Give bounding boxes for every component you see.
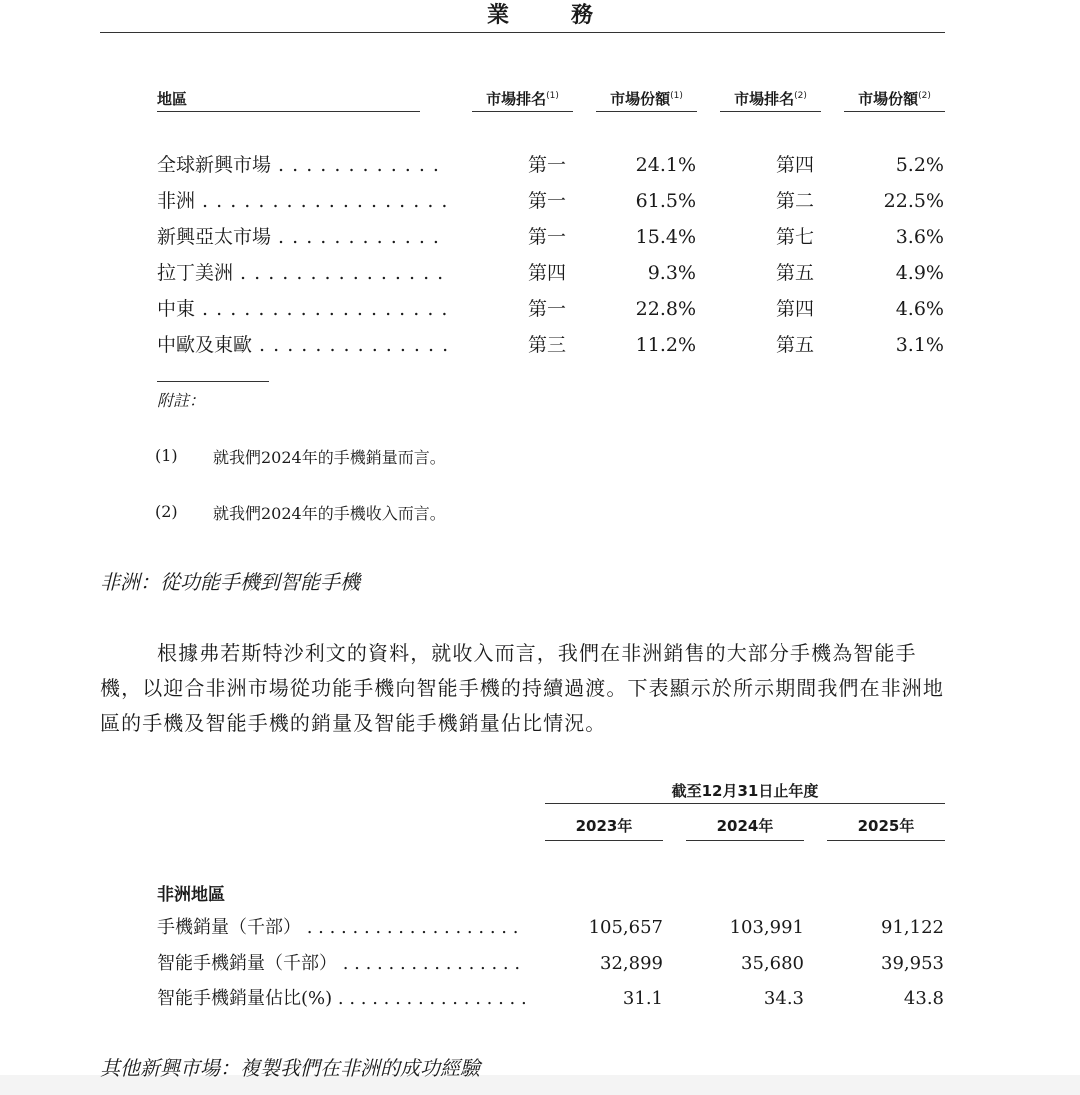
value-cell: 34.3 xyxy=(763,988,804,1009)
section-heading-africa: 非洲：從功能手機到智能手機 xyxy=(100,570,360,594)
col-header-rank-1 xyxy=(472,88,573,112)
table-row xyxy=(0,151,1080,187)
share-1-cell: 11.2% xyxy=(635,334,696,356)
value-cell: 103,991 xyxy=(729,917,804,938)
col-header-rank-2 xyxy=(720,88,821,112)
footnote-ref: (1) xyxy=(670,91,683,101)
rank-2-cell: 第七 xyxy=(776,226,815,248)
share-1-cell: 61.5% xyxy=(635,190,696,212)
row-label: 智能手機銷量（千部） . . . xyxy=(157,950,525,978)
table-row xyxy=(0,295,1080,331)
share-1-cell: 9.3% xyxy=(647,262,696,284)
rank-2-cell: 第四 xyxy=(776,298,815,320)
share-2-cell: 5.2% xyxy=(895,154,944,176)
region-label: 非洲 . . . xyxy=(157,187,447,215)
table-row xyxy=(0,259,1080,295)
year-header: 2024年 xyxy=(686,815,804,841)
share-2-cell: 3.6% xyxy=(895,226,944,248)
rank-1-cell: 第一 xyxy=(528,190,567,212)
value-cell: 43.8 xyxy=(903,988,944,1009)
share-2-cell: 3.1% xyxy=(895,334,944,356)
footnote-text: 就我們2024年的手機收入而言。 xyxy=(213,504,446,523)
col-header-rank-1-text: 市場排名 xyxy=(486,90,547,108)
year-header: 2023年 xyxy=(545,815,663,841)
footnote-ref: (1) xyxy=(546,91,559,101)
value-cell: 35,680 xyxy=(741,953,804,974)
table-row xyxy=(0,187,1080,223)
header-rule xyxy=(100,32,945,33)
share-1-cell: 24.1% xyxy=(635,154,696,176)
footnote-number: (2) xyxy=(155,502,178,521)
value-cell: 39,953 xyxy=(881,953,944,974)
rank-2-cell: 第二 xyxy=(776,190,815,212)
rank-2-cell: 第五 xyxy=(776,262,815,284)
share-1-cell: 15.4% xyxy=(635,226,696,248)
row-label: 智能手機銷量佔比(%) . . . xyxy=(157,985,525,1013)
table-row xyxy=(0,331,1080,367)
period-header: 截至12月31日止年度 xyxy=(671,782,819,800)
footnote-ref: (2) xyxy=(794,91,807,101)
rank-2-cell: 第四 xyxy=(776,154,815,176)
col-header-share-1 xyxy=(596,88,697,112)
table-row xyxy=(0,985,1080,1021)
rank-1-cell: 第四 xyxy=(528,262,567,284)
region-label: 中歐及東歐 . . . xyxy=(157,331,447,359)
col-header-rank-2-text: 市場排名 xyxy=(734,90,795,108)
share-2-cell: 4.9% xyxy=(895,262,944,284)
notes-title: 附註： xyxy=(157,391,206,410)
rank-1-cell: 第一 xyxy=(528,154,567,176)
region-label: 新興亞太市場 . . . xyxy=(157,223,447,251)
share-1-cell: 22.8% xyxy=(635,298,696,320)
period-header-rule xyxy=(545,803,945,804)
table-row xyxy=(0,914,1080,950)
rank-1-cell: 第一 xyxy=(528,298,567,320)
value-cell: 31.1 xyxy=(622,988,663,1009)
col-header-share-2-text: 市場份額 xyxy=(858,90,919,108)
notes-divider xyxy=(157,381,269,382)
col-header-share-2 xyxy=(844,88,945,112)
section-heading-other-markets: 其他新興市場：複製我們在非洲的成功經驗 xyxy=(100,1056,480,1080)
table-row xyxy=(0,223,1080,259)
region-label: 全球新興市場 . . . xyxy=(157,151,447,179)
footnote-text: 就我們2024年的手機銷量而言。 xyxy=(213,448,446,467)
share-2-cell: 22.5% xyxy=(883,190,944,212)
footnote-number: (1) xyxy=(155,446,178,465)
rank-2-cell: 第五 xyxy=(776,334,815,356)
region-label: 中東 . . . xyxy=(157,295,447,323)
market-table-body xyxy=(0,151,1080,367)
col-header-region xyxy=(157,88,420,112)
rank-1-cell: 第三 xyxy=(528,334,567,356)
body-paragraph: 根據弗若斯特沙利文的資料，就收入而言，我們在非洲銷售的大部分手機為智能手機，以迎合非洲市場從功能手機向智能手機的持續過渡。下表顯示於所示期間我們在非洲地區的手機及智能手機的銷量及智能手機銷量佔比情況。 xyxy=(100,641,944,735)
col-header-region-text: 地區 xyxy=(157,90,188,108)
share-2-cell: 4.6% xyxy=(895,298,944,320)
year-header: 2025年 xyxy=(827,815,945,841)
rank-1-cell: 第一 xyxy=(528,226,567,248)
col-header-share-1-text: 市場份額 xyxy=(610,90,671,108)
table-row xyxy=(0,950,1080,986)
value-cell: 32,899 xyxy=(600,953,663,974)
region-label: 拉丁美洲 . . . xyxy=(157,259,447,287)
row-label: 手機銷量（千部） . . . xyxy=(157,914,525,942)
group-label: 非洲地區 xyxy=(157,885,225,905)
footnote-ref: (2) xyxy=(918,91,931,101)
page-header-title: 業 務 xyxy=(486,2,613,28)
value-cell: 105,657 xyxy=(588,917,663,938)
value-cell: 91,122 xyxy=(881,917,944,938)
